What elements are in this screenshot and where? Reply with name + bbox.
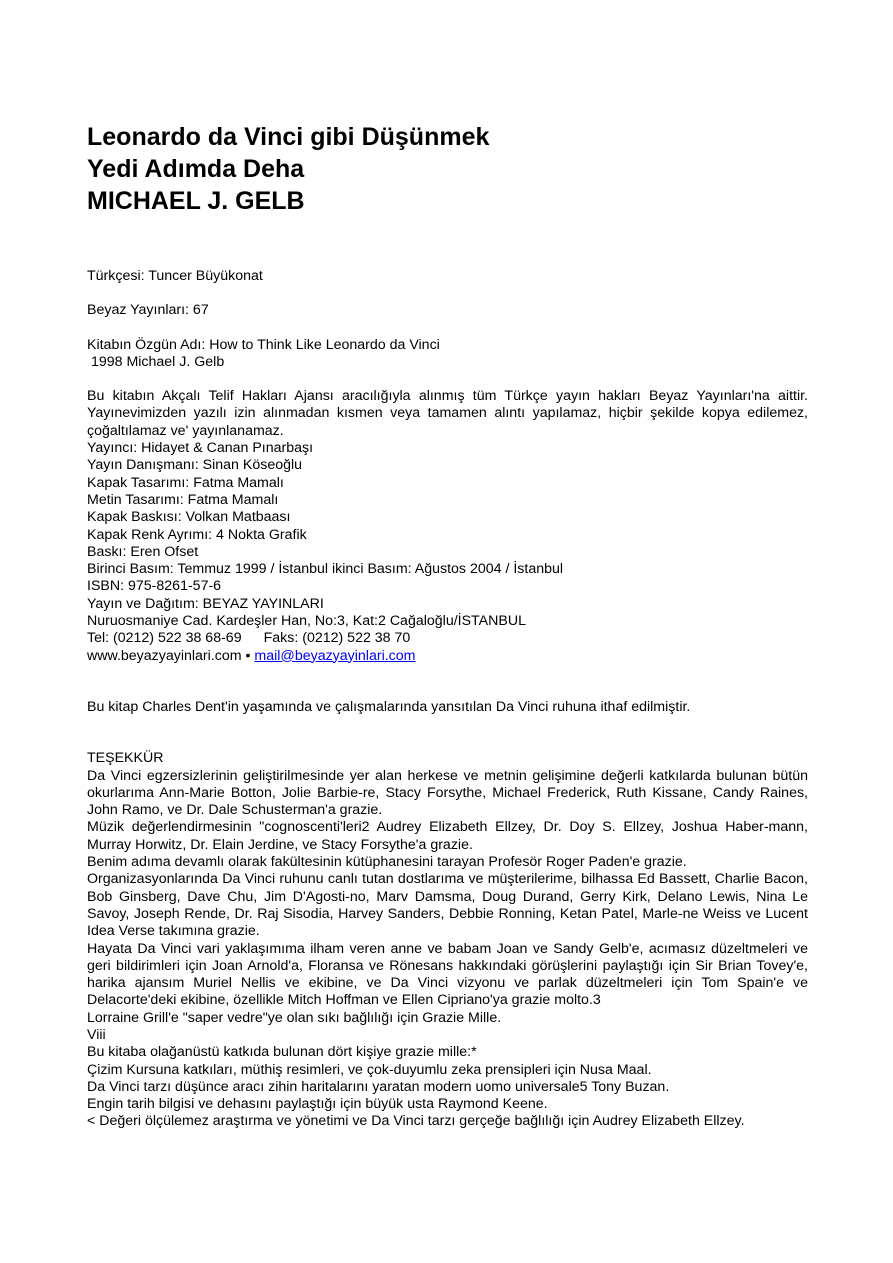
thanks-paragraph: Engin tarih bilgisi ve dehasını paylaştığı için büyük usta Raymond Keene. bbox=[87, 1096, 548, 1113]
credit-line: Metin Tasarımı: Fatma Mamalı bbox=[87, 491, 279, 508]
translator-line: Türkçesi: Tuncer Büyükonat bbox=[87, 268, 263, 284]
credit-line: Nuruosmaniye Cad. Kardeşler Han, No:3, Kat:2 Cağaloğlu/İSTANBUL bbox=[87, 613, 526, 630]
copyright-text: 1998 Michael J. Gelb bbox=[87, 353, 225, 370]
book-title: Leonardo da Vinci gibi Düşünmek bbox=[87, 123, 490, 151]
phone-text: Tel: (0212) 522 38 68-69 bbox=[87, 630, 242, 647]
thanks-heading: TEŞEKKÜR bbox=[87, 750, 164, 767]
original-title-line: Kitabın Özgün Adı: How to Think Like Leonardo da Vinci bbox=[87, 336, 440, 353]
thanks-paragraph: < Değeri ölçülemez araştırma ve yönetimi ve Da Vinci tarzı gerçeğe bağlılığı için Audrey Elizabeth Ellzey. bbox=[87, 1113, 745, 1130]
series-line: Beyaz Yayınları: 67 bbox=[87, 302, 209, 319]
thanks-paragraph: Müzik değerlendirmesinin "cognoscenti'leri2 Audrey Elizabeth Ellzey, Dr. Doy S. Ellzey, Joshua Haber-mann, Murray Horwitz, Dr. Elain Jerdine, ve Stacy Forsythe'a grazie. bbox=[87, 819, 808, 853]
book-author: MICHAEL J. GELB bbox=[87, 187, 305, 215]
thanks-paragraph: Organizasyonlarında Da Vinci ruhunu canlı tutan dostlarıma ve müşterilerime, bilhassa Ed Bassett, Charlie Bacon, Bob Ginsberg, Dave Chu, Jim D'Agosti-no, Marv Damsma, Doug Durand, Gerry Kirk, Delano Lewis, Nina Le Savoy, Joseph Rende, Dr. Raj Sisodia, Harvey Sanders, Debbie Ronning, Ketan Patel, Marle-ne Weiss ve Lucent Idea Verse takımına grazie. bbox=[87, 871, 808, 940]
credit-line: Kapak Renk Ayrımı: 4 Nokta Grafik bbox=[87, 526, 307, 543]
rights-paragraph: Bu kitabın Akçalı Telif Hakları Ajansı aracılığıyla alınmış tüm Türkçe yayın hakları Beyaz Yayınları'na aittir. Yayınevimizden yazılı izin alınmadan kısmen veya tamamen alıntı yapılamaz, hiçbir şekilde kopya edilemez, çoğaltılamaz ve' yayınlanamaz. bbox=[87, 388, 808, 439]
document-body bbox=[87, 268, 808, 1131]
thanks-paragraph: Da Vinci tarzı düşünce aracı zihin haritalarını yaratan modern uomo universale5 Tony Buzan. bbox=[87, 1078, 670, 1095]
copyright-line bbox=[87, 354, 808, 371]
thanks-paragraph: Lorraine Grill'e "saper vedre"ye olan sıkı bağlılığı için Grazie Mille. bbox=[87, 1009, 502, 1026]
thanks-paragraph: Da Vinci egzersizlerinin geliştirilmesinde yer alan herkese ve metnin gelişimine değerli katkılarda bulunan bütün okurlarıma Ann-Marie Botton, Jolie Barbie-re, Stacy Forsythe, Michael Frederick, Ruth Kissane, Candy Raines, John Ramo, ve Dr. Dale Schusterman'a grazie. bbox=[87, 767, 808, 819]
website-text: www.beyazyayinlari.com • bbox=[87, 647, 251, 664]
email-link[interactable]: mail@beyazyayinlari.com bbox=[254, 647, 416, 664]
credit-line: Baskı: Eren Ofset bbox=[87, 543, 199, 560]
credit-line: Birinci Basım: Temmuz 1999 / İstanbul ikinci Basım: Ağustos 2004 / İstanbul bbox=[87, 561, 564, 578]
dedication: Bu kitap Charles Dent'in yaşamında ve çalışmalarında yansıtılan Da Vinci ruhuna ithaf edilmiştir. bbox=[87, 698, 691, 715]
credit-line: Yayıncı: Hidayet & Canan Pınarbaşı bbox=[87, 440, 314, 457]
credit-line: Yayın Danışmanı: Sinan Köseoğlu bbox=[87, 457, 303, 474]
page-marker: Viii bbox=[87, 1026, 106, 1043]
thanks-paragraph: Hayata Da Vinci vari yaklaşımıma ilham veren anne ve babam Joan ve Sandy Gelb'e, acımasız düzeltmeleri ve geri bildirimleri için Joan Arnold'a, Floransa ve Rönesans hakkındaki görüşlerini paylaştığı için Sir Brian Tovey'e, harika ajansım Muriel Nellis ve ekibine, ve Da Vinci vizyonu ve parlak düzeltmeleri için Tom Spain'e ve Delacorte'deki ekibine, özellikle Mitch Hoffman ve Ellen Cipriano'ya grazie molto.3 bbox=[87, 940, 808, 1009]
credit-line: Kapak Tasarımı: Fatma Mamalı bbox=[87, 474, 284, 491]
credit-line: Yayın ve Dağıtım: BEYAZ YAYINLARI bbox=[87, 595, 324, 612]
contact-line bbox=[87, 630, 808, 647]
thanks-paragraph: Benim adıma devamlı olarak fakültesinin kütüphanesini tarayan Profesör Roger Paden'e grazie. bbox=[87, 854, 687, 871]
thanks-paragraph: Bu kitaba olağanüstü katkıda bulunan dört kişiye grazie mille:* bbox=[87, 1044, 477, 1061]
fax-text: Faks: (0212) 522 38 70 bbox=[263, 630, 411, 647]
web-line bbox=[87, 648, 808, 665]
credit-line: ISBN: 975-8261-57-6 bbox=[87, 578, 222, 595]
book-title-block bbox=[87, 121, 808, 217]
thanks-paragraph: Çizim Kursuna katkıları, müthiş resimleri, ve çok-duyumlu zeka prensipleri için Nusa Maal. bbox=[87, 1061, 652, 1078]
book-subtitle: Yedi Adımda Deha bbox=[87, 155, 305, 183]
credit-line: Kapak Baskısı: Volkan Matbaası bbox=[87, 509, 291, 526]
